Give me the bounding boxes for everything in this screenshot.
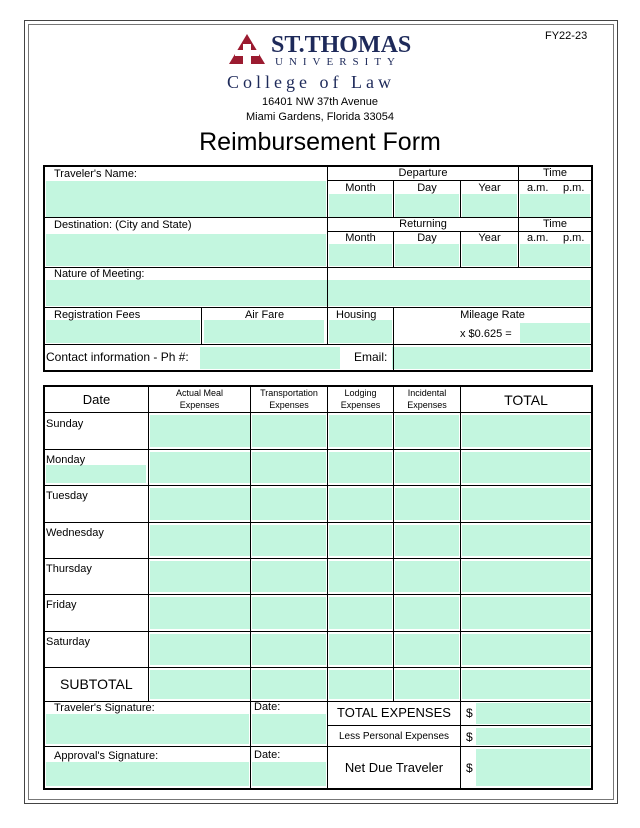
subtotal-cell[interactable]: [462, 670, 590, 699]
expense-cell[interactable]: [329, 525, 392, 556]
nature-of-meeting-label: Nature of Meeting:: [54, 268, 145, 280]
housing-field[interactable]: [329, 320, 392, 343]
expense-cell[interactable]: [329, 561, 392, 592]
date-column-header: Date: [82, 392, 111, 407]
mileage-amount-field[interactable]: [520, 323, 590, 343]
expense-cell[interactable]: [462, 561, 590, 592]
expense-cell[interactable]: [462, 525, 590, 556]
air-fare-label: Air Fare: [244, 309, 285, 321]
expense-cell[interactable]: [252, 415, 326, 447]
air-fare-field[interactable]: [204, 320, 324, 343]
monday-date-field[interactable]: [46, 465, 146, 483]
net-due-traveler-label: Net Due Traveler: [344, 760, 444, 775]
expense-cell[interactable]: [252, 452, 326, 483]
return-day-label: Day: [417, 232, 437, 244]
day-label-thursday: Thursday: [46, 563, 92, 575]
travelers-name-label: Traveler's Name:: [54, 168, 137, 180]
departure-day-label: Day: [417, 182, 437, 194]
travelers-signature-label: Traveler's Signature:: [54, 702, 155, 714]
mileage-rate-value: x $0.625 =: [460, 328, 512, 340]
returning-label: Returning: [399, 218, 447, 230]
net-due-field[interactable]: [476, 749, 590, 786]
total-expenses-field[interactable]: [476, 703, 590, 724]
email-label: Email:: [354, 350, 388, 364]
expense-cell[interactable]: [395, 561, 459, 592]
day-label-monday: Monday: [46, 454, 86, 466]
expense-cell[interactable]: [462, 597, 590, 629]
subtotal-cell[interactable]: [395, 670, 459, 699]
departure-am-label: a.m.: [527, 182, 549, 194]
contact-phone-label: Contact information - Ph #:: [46, 350, 189, 364]
day-label-tuesday: Tuesday: [46, 490, 88, 502]
expense-cell[interactable]: [395, 452, 459, 483]
subtotal-cell[interactable]: [150, 670, 250, 699]
less-personal-expenses-label: Less Personal Expenses: [338, 731, 450, 742]
expense-cell[interactable]: [395, 415, 459, 447]
departure-year-label: Year: [478, 182, 501, 194]
expense-cell[interactable]: [252, 488, 326, 520]
expense-cell[interactable]: [329, 488, 392, 520]
mileage-rate-label: Mileage Rate: [460, 309, 525, 321]
approval-date-label: Date:: [254, 749, 281, 761]
expense-cell[interactable]: [150, 525, 250, 556]
incidental-expenses-header: Incidental Expenses: [407, 388, 447, 410]
return-year-label: Year: [478, 232, 501, 244]
address-line2: Miami Gardens, Florida 33054: [246, 111, 394, 123]
expense-cell[interactable]: [462, 488, 590, 520]
fiscal-year-label: FY22-23: [545, 30, 588, 42]
registration-fees-field[interactable]: [46, 320, 200, 343]
return-year-field[interactable]: [462, 244, 517, 266]
expense-cell[interactable]: [150, 488, 250, 520]
subtotal-label: SUBTOTAL: [60, 676, 133, 692]
return-month-label: Month: [345, 232, 376, 244]
travelers-name-field[interactable]: [46, 181, 326, 217]
meal-expenses-header: Actual Meal Expenses: [175, 388, 224, 410]
departure-year-field[interactable]: [462, 194, 517, 217]
departure-month-label: Month: [345, 182, 376, 194]
traveler-date-label: Date:: [254, 701, 281, 713]
expense-cell[interactable]: [462, 452, 590, 483]
approval-date-field[interactable]: [252, 762, 326, 786]
less-personal-dollar: $: [466, 730, 473, 744]
departure-time-field[interactable]: [520, 194, 590, 217]
day-label-friday: Friday: [46, 599, 77, 611]
day-label-wednesday: Wednesday: [46, 527, 104, 539]
expense-cell[interactable]: [395, 597, 459, 629]
departure-day-field[interactable]: [395, 194, 459, 217]
day-label-saturday: Saturday: [46, 636, 91, 648]
traveler-signature-field[interactable]: [46, 714, 249, 744]
expense-cell[interactable]: [329, 597, 392, 629]
logo-line2: UNIVERSITY: [275, 56, 401, 68]
expense-cell[interactable]: [329, 634, 392, 665]
total-column-header: TOTAL: [504, 392, 548, 408]
expense-cell[interactable]: [329, 415, 392, 447]
expense-cell[interactable]: [395, 634, 459, 665]
subtotal-cell[interactable]: [329, 670, 392, 699]
expense-cell[interactable]: [150, 634, 250, 665]
phone-field[interactable]: [200, 347, 340, 369]
destination-field[interactable]: [46, 234, 326, 266]
return-day-field[interactable]: [395, 244, 459, 266]
expense-cell[interactable]: [395, 488, 459, 520]
less-personal-field[interactable]: [476, 728, 590, 745]
expense-cell[interactable]: [252, 561, 326, 592]
traveler-date-field[interactable]: [252, 714, 326, 744]
departure-label: Departure: [398, 167, 448, 179]
departure-time-label: Time: [542, 167, 568, 179]
approval-signature-field[interactable]: [46, 762, 249, 786]
expense-cell[interactable]: [150, 415, 250, 447]
total-expenses-label: TOTAL EXPENSES: [337, 705, 451, 720]
expense-cell[interactable]: [252, 525, 326, 556]
destination-label: Destination: (City and State): [54, 219, 192, 231]
nature-of-meeting-field[interactable]: [46, 280, 590, 306]
transportation-expenses-header: Transportation Expenses: [260, 388, 318, 410]
approval-signature-label: Approval's Signature:: [54, 750, 159, 762]
form-title: Reimbursement Form: [199, 128, 441, 156]
expense-cell[interactable]: [252, 597, 326, 629]
registration-fees-label: Registration Fees: [54, 309, 141, 321]
departure-month-field[interactable]: [329, 194, 392, 217]
expense-cell[interactable]: [395, 525, 459, 556]
expense-cell[interactable]: [462, 415, 590, 447]
logo-line3: College of Law: [227, 72, 395, 92]
return-time-field[interactable]: [520, 244, 590, 266]
expense-cell[interactable]: [329, 452, 392, 483]
university-logo: [225, 30, 425, 92]
email-field[interactable]: [392, 347, 590, 369]
expense-cell[interactable]: [150, 597, 250, 629]
address-line1: 16401 NW 37th Avenue: [262, 96, 378, 108]
total-expenses-dollar: $: [466, 706, 473, 720]
return-time-label: Time: [542, 218, 568, 230]
expense-cell[interactable]: [150, 452, 250, 483]
housing-label: Housing: [336, 309, 377, 321]
day-label-sunday: Sunday: [46, 418, 84, 430]
return-am-label: a.m.: [527, 232, 549, 244]
return-month-field[interactable]: [329, 244, 392, 266]
expense-cell[interactable]: [462, 634, 590, 665]
expense-cell[interactable]: [150, 561, 250, 592]
lodging-expenses-header: Lodging Expenses: [340, 388, 381, 410]
subtotal-cell[interactable]: [252, 670, 326, 699]
expense-cell[interactable]: [252, 634, 326, 665]
departure-pm-label: p.m.: [563, 182, 585, 194]
logo-line1: ST.THOMAS: [271, 32, 412, 58]
return-pm-label: p.m.: [563, 232, 585, 244]
net-due-dollar: $: [466, 761, 473, 775]
